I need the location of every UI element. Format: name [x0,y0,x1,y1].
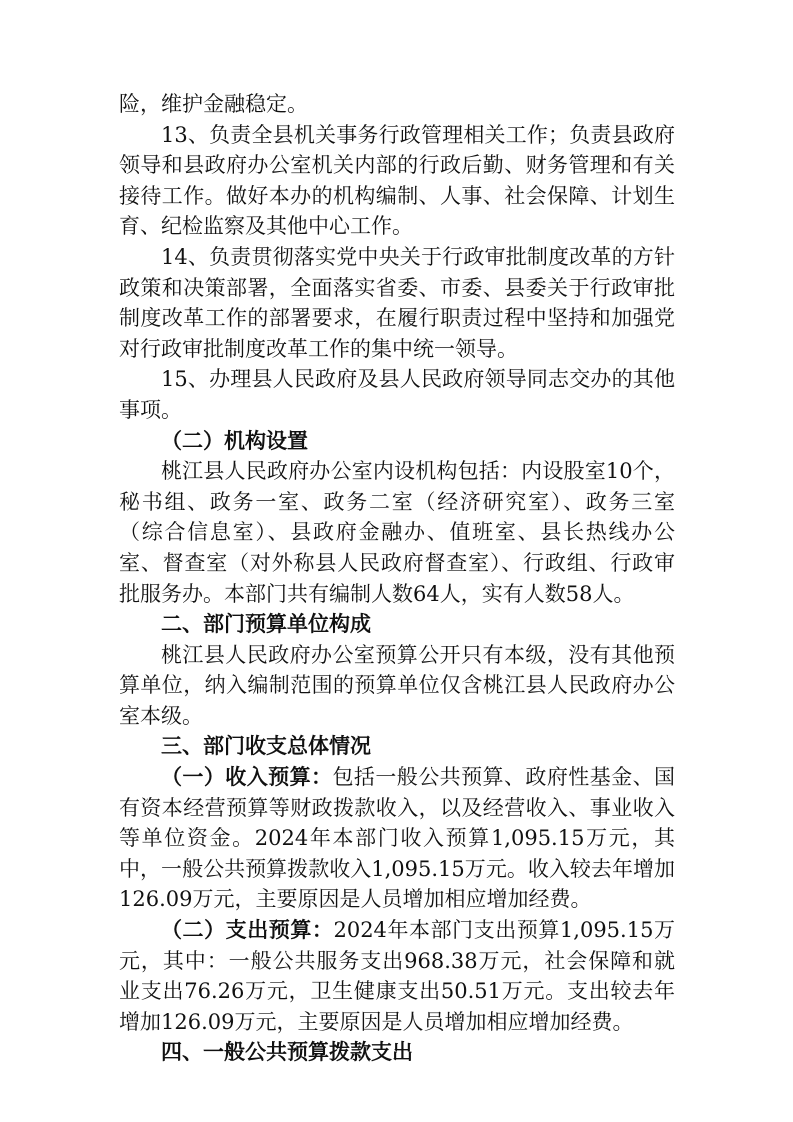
heading-general-budget-expenditure: 四、一般公共预算拨款支出 [161,1040,413,1065]
paragraph-item-15: 15、办理县人民政府及县人民政府领导同志交办的其他事项。 [119,367,675,422]
expense-budget-label: （二）支出预算： [161,918,334,943]
paragraph-budget-units: 桃江县人民政府办公室预算公开只有本级，没有其他预算单位，纳入编制范围的预算单位仅含桃江县人民政府办公室本级。 [119,642,675,728]
heading-org-setup: （二）机构设置 [161,428,308,453]
paragraph-item-14: 14、负责贯彻落实党中央关于行政审批制度改革的方针政策和决策部署，全面落实省委、市委、县委关于行政审批制度改革工作的部署要求，在履行职责过程中坚持和加强党对行政审批制度改革工作的集中统一领导。 [119,244,675,361]
heading-revenue-expenditure: 三、部门收支总体情况 [161,734,371,759]
paragraph-org-setup: 桃江县人民政府办公室内设机构包括：内设股室10个，秘书组、政务一室、政务二室（经济研究室）、政务三室（综合信息室）、县政府金融办、值班室、县长热线办公室、督查室（对外称县人民政府督查室）、行政组、行政审批服务办。本部门共有编制人数64人，实有人数58人。 [119,459,675,606]
expense-budget-text: 2024年本部门支出预算1,095.15万元，其中：一般公共服务支出968.38万元，社会保障和就业支出76.26万元，卫生健康支出50.51万元。支出较去年增加126.09万元，主要原因是人员增加相应增加经费。 [119,918,675,1034]
heading-budget-units: 二、部门预算单位构成 [161,612,371,637]
paragraph-continued: 险，维护金融稳定。 [119,92,308,116]
income-budget-text: 包括一般公共预算、政府性基金、国有资本经营预算等财政拨款收入，以及经营收入、事业收入等单位资金。2024年本部门收入预算1,095.15万元，其中，一般公共预算拨款收入1,095.15万元。收入较去年增加126.09万元，主要原因是人员增加相应增加经费。 [119,765,676,912]
document-body [119,89,675,1068]
income-budget-label: （一）收入预算： [161,765,333,790]
paragraph-income-budget [119,762,675,915]
paragraph-item-13: 13、负责全县机关事务行政管理相关工作；负责县政府领导和县政府办公室机关内部的行政后勤、财务管理和有关接待工作。做好本办的机构编制、人事、社会保障、计划生育、纪检监察及其他中心工作。 [119,122,675,239]
paragraph-expense-budget [119,915,675,1037]
